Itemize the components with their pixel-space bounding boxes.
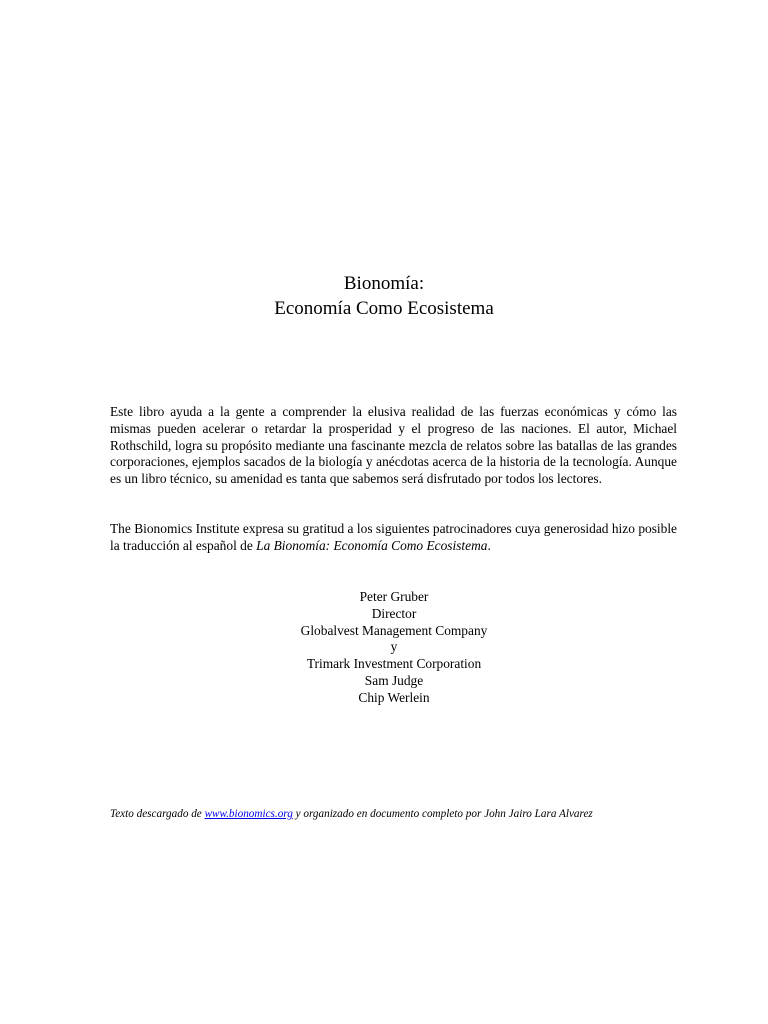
sponsor-line: Peter Gruber <box>359 589 429 604</box>
document-title <box>0 271 768 321</box>
sponsor-line: Director <box>371 605 417 621</box>
title-line-2: Economía Como Ecosistema <box>274 298 494 319</box>
gratitude-end: . <box>487 537 491 553</box>
sponsor-line: Sam Judge <box>364 672 424 688</box>
footer-suffix: y organizado en documento completo por John Jairo Lara Alvarez <box>292 808 593 820</box>
sponsor-line: y <box>390 639 398 655</box>
sponsor-line: Globalvest Management Company <box>300 622 488 638</box>
bionomics-link[interactable]: www.bionomics.org <box>204 808 293 820</box>
footer-note <box>110 807 678 821</box>
sponsor-line: Chip Werlein <box>358 689 430 705</box>
title-line-1: Bionomía: <box>343 273 425 294</box>
sponsor-line: Trimark Investment Corporation <box>306 656 482 672</box>
description-paragraph: Este libro ayuda a la gente a comprender la elusiva realidad de las fuerzas económicas y cómo las mismas pueden acelerar o retardar la prosperidad y el progreso de las naciones. El autor, Michael Rothschild, logra su propósito mediante una fascinante mezcla de relatos sobre las batallas de las grandes corporaciones, ejemplos sacados de la biología y anécdotas acerca de la historia de la tecnología. Aunque es un libro técnico, su amenidad es tanta que sabemos será disfrutado por todos los lectores. <box>110 404 677 487</box>
book-title-italic: La Bionomía: Economía Como Ecosistema <box>256 537 488 553</box>
sponsors-list <box>0 589 768 707</box>
gratitude-paragraph <box>110 521 677 555</box>
footer-prefix: Texto descargado de <box>110 808 205 820</box>
gratitude-text: The Bionomics Institute expresa su gratitud a los siguientes patrocinadores cuya generosidad hizo posible la traducción al español de <box>110 521 677 553</box>
